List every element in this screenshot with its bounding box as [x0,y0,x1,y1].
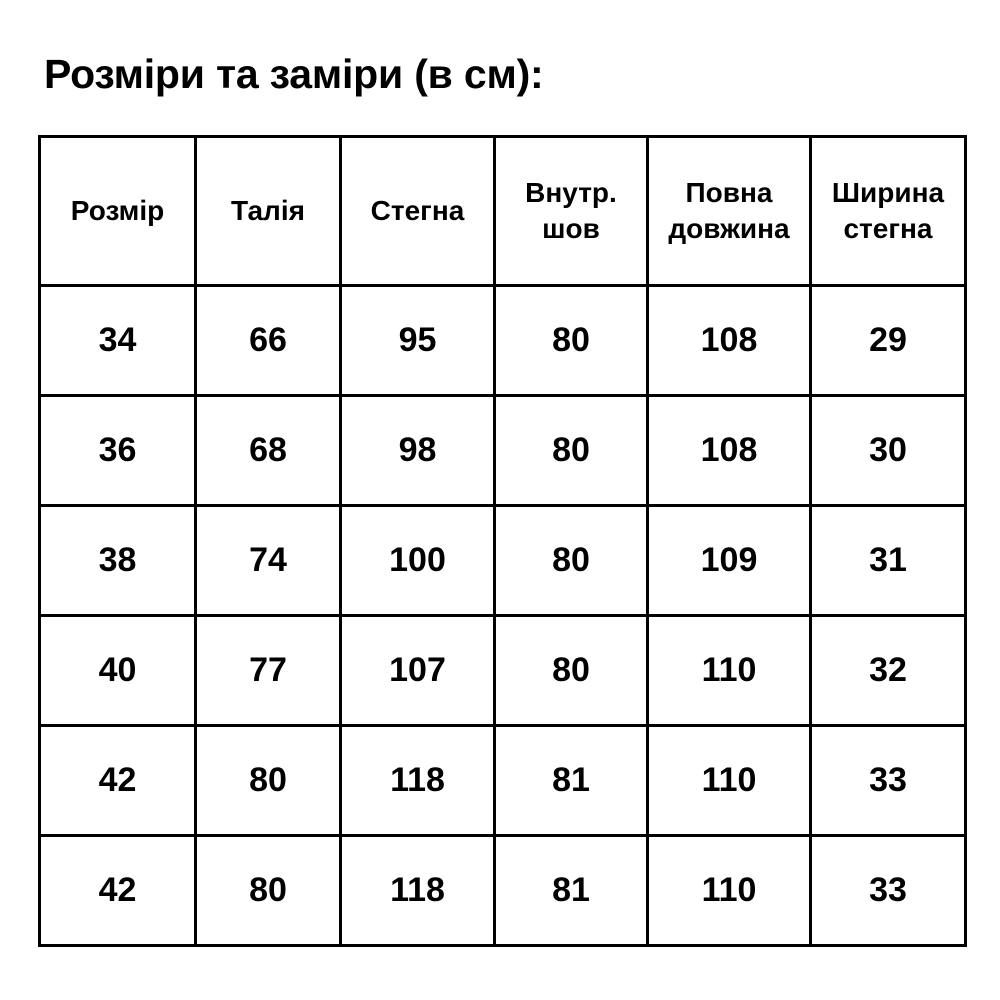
column-header-waist: Талія [196,137,341,286]
column-header-thigh-width: Ширина стегна [811,137,966,286]
cell-hips: 107 [341,616,495,726]
cell-thigh-width: 30 [811,396,966,506]
cell-size: 36 [40,396,196,506]
size-chart-table [38,135,967,947]
cell-hips: 118 [341,726,495,836]
cell-thigh-width: 32 [811,616,966,726]
cell-inseam: 80 [495,506,648,616]
cell-hips: 118 [341,836,495,946]
cell-full-length: 110 [648,726,811,836]
table-row [40,616,966,726]
cell-thigh-width: 31 [811,506,966,616]
column-header-full-length: Повна довжина [648,137,811,286]
table-row [40,726,966,836]
cell-size: 38 [40,506,196,616]
cell-waist: 74 [196,506,341,616]
cell-waist: 80 [196,836,341,946]
cell-full-length: 108 [648,396,811,506]
cell-size: 42 [40,726,196,836]
cell-waist: 68 [196,396,341,506]
cell-waist: 80 [196,726,341,836]
column-header-hips: Стегна [341,137,495,286]
cell-thigh-width: 29 [811,286,966,396]
cell-inseam: 80 [495,396,648,506]
cell-thigh-width: 33 [811,726,966,836]
column-header-inseam: Внутр. шов [495,137,648,286]
page-title: Розміри та заміри (в см): [44,51,544,97]
cell-inseam: 80 [495,616,648,726]
cell-full-length: 108 [648,286,811,396]
cell-hips: 95 [341,286,495,396]
table-row [40,286,966,396]
cell-size: 42 [40,836,196,946]
cell-hips: 98 [341,396,495,506]
cell-hips: 100 [341,506,495,616]
column-header-size: Розмір [40,137,196,286]
cell-inseam: 81 [495,726,648,836]
cell-waist: 66 [196,286,341,396]
table-body [40,286,966,946]
cell-full-length: 110 [648,616,811,726]
cell-size: 40 [40,616,196,726]
cell-inseam: 80 [495,286,648,396]
cell-size: 34 [40,286,196,396]
cell-full-length: 110 [648,836,811,946]
table-row [40,396,966,506]
table-row [40,836,966,946]
cell-inseam: 81 [495,836,648,946]
table-header-row [40,137,966,286]
cell-waist: 77 [196,616,341,726]
table-row [40,506,966,616]
cell-thigh-width: 33 [811,836,966,946]
cell-full-length: 109 [648,506,811,616]
table-header [40,137,966,286]
